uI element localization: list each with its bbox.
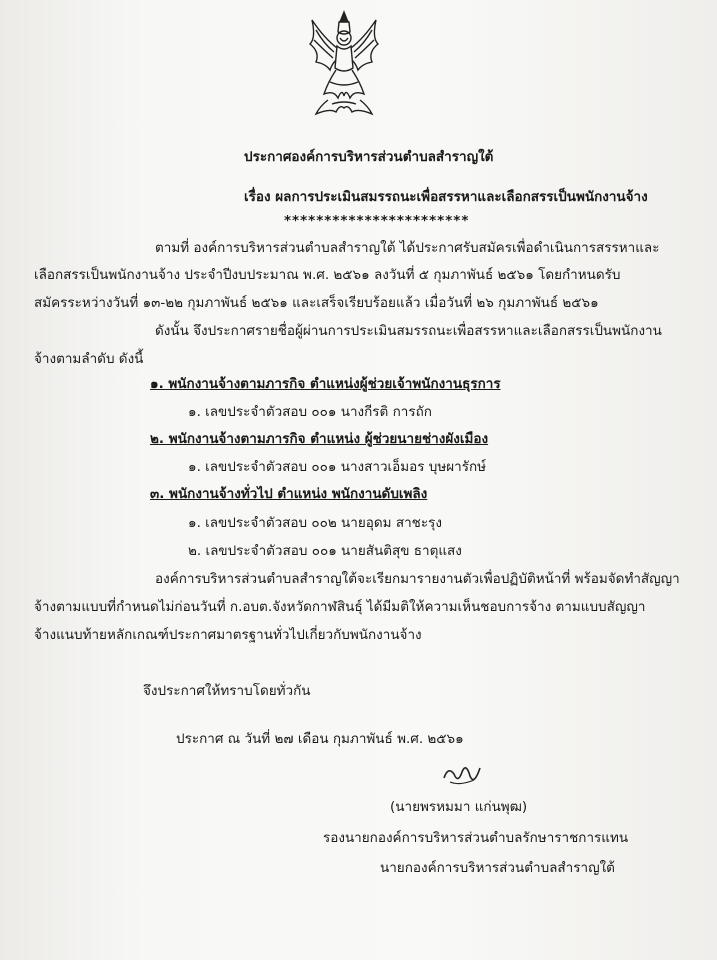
paragraph-3-line-2: จ้างตามแบบที่กำหนดไม่ก่อนวันที่ ก.อบต.จังหวัดกาฬสินธุ์ ได้มีมติให้ความเห็นชอบการจ้าง ตามแบบสัญญา (34, 599, 646, 615)
position-3-item-2: ๒. เลขประจำตัวสอบ ๐๐๑ นายสันติสุข ธาตุแสง (188, 543, 462, 559)
document-subject: เรื่อง ผลการประเมินสมรรถนะเพื่อสรรหาและเลือกสรรเป็นพนักงานจ้าง (244, 189, 648, 205)
dated-line: ประกาศ ณ วันที่ ๒๗ เดือน กุมภาพันธ์ พ.ศ. ๒๕๖๑ (176, 731, 464, 747)
position-1-item-1: ๑. เลขประจำตัวสอบ ๐๐๑ นางกีรติ การถัก (188, 404, 432, 420)
paragraph-2-line-2: จ้างตามลำดับ ดังนี้ (34, 351, 144, 367)
paragraph-3-line-1: องค์การบริหารส่วนตำบลสำราญใต้จะเรียกมารายงานตัวเพื่อปฏิบัติหน้าที่ พร้อมจัดทำสัญญา (155, 571, 680, 587)
paragraph-3-line-3: จ้างแนบท้ายหลักเกณฑ์ประกาศมาตรฐานทั่วไปเกี่ยวกับพนักงานจ้าง (34, 627, 422, 643)
position-heading-3: ๓. พนักงานจ้างทั่วไป ตำแหน่ง พนักงานดับเพลิง (150, 486, 428, 502)
position-2-item-1: ๑. เลขประจำตัวสอบ ๐๐๑ นางสาวเอ็มอร บุษผารักษ์ (188, 459, 487, 475)
paragraph-1-line-2: เลือกสรรเป็นพนักงานจ้าง ประจำปีงบประมาณ พ.ศ. ๒๕๖๑ ลงวันที่ ๕ กุมภาพันธ์ ๒๕๖๑ โดยกำหนดรับ (34, 267, 621, 283)
garuda-emblem-icon (306, 8, 382, 120)
signer-position-2: นายกองค์การบริหารส่วนตำบลสำราญใต้ (380, 860, 615, 876)
position-3-item-1: ๑. เลขประจำตัวสอบ ๐๐๒ นายอุดม สาชะรุง (188, 515, 442, 531)
separator-line: *********************** (284, 213, 470, 229)
paragraph-1-line-3: สมัครระหว่างวันที่ ๑๓-๒๒ กุมภาพันธ์ ๒๕๖๑ และเสร็จเรียบร้อยแล้ว เมื่อวันที่ ๒๖ กุมภาพันธ์ ๒๕๖๑ (34, 295, 599, 311)
position-heading-2: ๒. พนักงานจ้างตามภารกิจ ตำแหน่ง ผู้ช่วยนายช่างผังเมือง (150, 431, 489, 447)
handwritten-signature (440, 758, 486, 790)
notice-line: จึงประกาศให้ทราบโดยทั่วกัน (143, 683, 311, 699)
paragraph-1-line-1: ตามที่ องค์การบริหารส่วนตำบลสำราญใต้ ได้ประกาศรับสมัครเพื่อดำเนินการสรรหาและ (155, 240, 660, 256)
paragraph-2-line-1: ดังนั้น จึงประกาศรายชื่อผู้ผ่านการประเมินสมรรถนะเพื่อสรรหาและเลือกสรรเป็นพนักงาน (155, 323, 662, 339)
signer-name: (นายพรหมมา แก่นพุฒ) (390, 799, 528, 815)
document-title: ประกาศองค์การบริหารส่วนตำบลสำราญใต้ (244, 149, 494, 165)
position-heading-1: ๑. พนักงานจ้างตามภารกิจ ตำแหน่งผู้ช่วยเจ้าพนักงานธุรการ (150, 376, 501, 392)
signer-position-1: รองนายกองค์การบริหารส่วนตำบลรักษาราชการแทน (323, 830, 629, 846)
